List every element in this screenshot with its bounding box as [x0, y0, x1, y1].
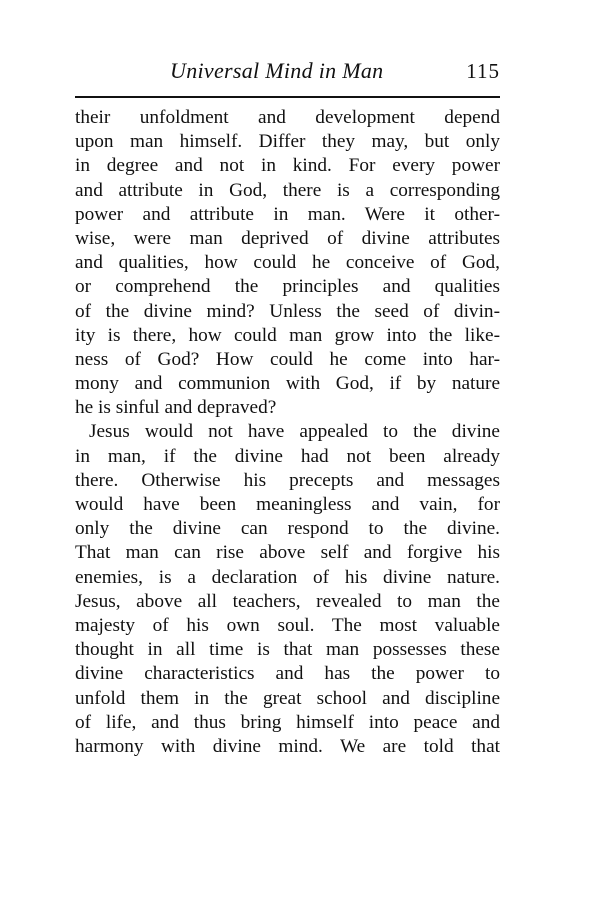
text-line: he is sinful and depraved?: [75, 397, 277, 419]
text-line: and attribute in God, there is a corresponding: [75, 179, 500, 201]
text-line: harmony with divine mind. We are told that: [75, 735, 500, 757]
header-rule: [75, 96, 500, 98]
text-line: wise, were man deprived of divine attributes: [75, 227, 500, 249]
text-line: there. Otherwise his precepts and messages: [75, 469, 500, 491]
text-line: ness of God? How could he come into har-: [75, 348, 500, 370]
text-line: in degree and not in kind. For every power: [75, 155, 500, 177]
page-number: 115: [466, 59, 500, 83]
text-line: upon man himself. Differ they may, but only: [75, 131, 500, 153]
text-line: in man, if the divine had not been already: [75, 445, 500, 467]
text-line: of life, and thus bring himself into peace and: [75, 711, 500, 733]
text-line: of the divine mind? Unless the seed of divin-: [75, 300, 500, 322]
text-line: unfold them in the great school and discipline: [75, 687, 500, 709]
text-line: Jesus would not have appealed to the divine: [89, 421, 500, 443]
text-line: only the divine can respond to the divine.: [75, 518, 500, 540]
body-text: [75, 106, 500, 759]
text-line: divine characteristics and has the power to: [75, 663, 500, 685]
text-line: Jesus, above all teachers, revealed to man the: [75, 590, 500, 612]
running-header: [75, 58, 500, 88]
text-line: would have been meaningless and vain, for: [75, 494, 500, 515]
text-line: thought in all time is that man possesses these: [75, 639, 500, 661]
running-title: Universal Mind in Man: [170, 58, 384, 83]
text-line: and qualities, how could he conceive of God,: [75, 252, 500, 274]
text-line: enemies, is a declaration of his divine nature.: [75, 566, 500, 588]
text-line: or comprehend the principles and qualities: [75, 276, 500, 298]
text-line: ity is there, how could man grow into the like-: [75, 324, 500, 346]
text-line: mony and communion with God, if by nature: [75, 373, 500, 395]
text-line: their unfoldment and development depend: [75, 107, 500, 128]
text-line: majesty of his own soul. The most valuable: [75, 614, 500, 636]
text-line: power and attribute in man. Were it other-: [75, 203, 500, 225]
text-line: That man can rise above self and forgive his: [75, 542, 500, 564]
